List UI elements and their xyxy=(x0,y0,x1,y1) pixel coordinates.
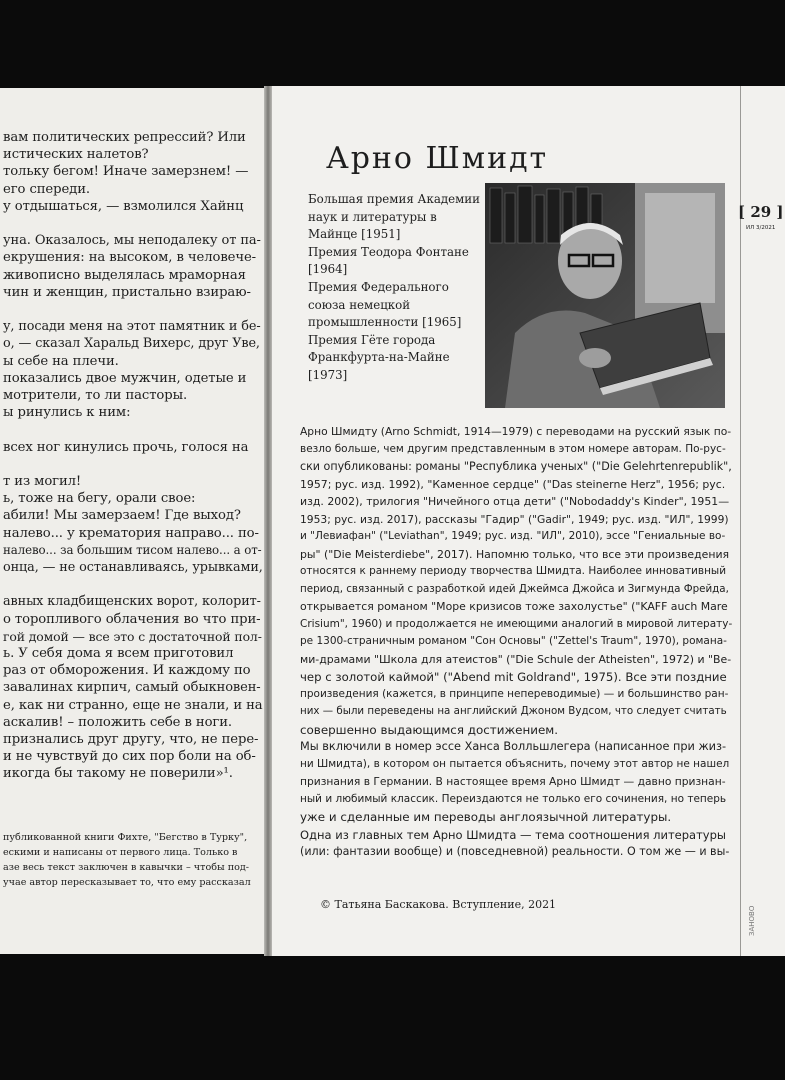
left-text-line: вам политических репрессий? Или xyxy=(3,130,246,145)
body-text-line: ски опубликованы: романы "Республика ученых" ("Die Gelehrtenrepublik", xyxy=(300,460,732,473)
left-text-line: истических налетов? xyxy=(3,147,149,163)
prize-line: наук и литературы в xyxy=(308,209,437,224)
left-text-line: онца, — не останавливаясь, урывками, xyxy=(3,560,263,575)
left-text-line: налево... у крематория направо... по- xyxy=(3,525,259,541)
prize-line: [1973] xyxy=(308,368,348,382)
body-text-line: произведения (кажется, в принципе непереводимые) — и большинство ран- xyxy=(300,687,729,700)
right-page xyxy=(272,86,785,956)
body-text-line: Мы включили в номер эссе Ханса Волльшлегера (написанное при жиз- xyxy=(300,740,727,753)
left-text-line: екрушения: на высоком, в человече- xyxy=(3,250,257,266)
body-text-line: Арно Шмидту (Arno Schmidt, 1914—1979) с переводами на русский язык по- xyxy=(300,425,732,438)
issue-label: ИЛ 3/2021 xyxy=(746,225,776,231)
left-text-line: ь, тоже на бегу, орали свое: xyxy=(3,491,196,507)
left-text-line: раз от обморожения. И каждому по xyxy=(3,663,251,679)
prize-line: союза немецкой xyxy=(308,297,411,312)
body-text-line: относятся к раннему периоду творчества Шмидта. Наиболее инновативный xyxy=(300,565,727,577)
body-text-line: Crisium", 1960) и продолжается не имеющими аналогий в мировой литерату- xyxy=(300,617,733,630)
body-text-line: открывается романом "Море кризисов тоже захолустье" ("KAFF auch Mare xyxy=(300,600,728,613)
prize-line: [1964] xyxy=(308,262,348,277)
vertical-running-mark: ЗАНОВО xyxy=(748,905,756,936)
left-text-line: икогда бы такому не поверили»¹. xyxy=(3,766,233,782)
prize-line: Майнце [1951] xyxy=(308,227,401,242)
body-text-line: ный и любимый классик. Переиздаются не только его сочинения, но теперь xyxy=(300,792,727,805)
body-text-line: ми-драмами "Школа для атеистов" ("Die Schule der Atheisten", 1972) и "Ве- xyxy=(300,652,732,666)
body-text-line: ры" ("Die Meisterdiebe", 2017). Напомню только, что все эти произведения xyxy=(300,547,730,561)
prize-line: Франкфурта-на-Майне xyxy=(308,350,450,365)
body-text-line: (или: фантазии вообще) и (повседневной) реальности. О том же — и вы- xyxy=(300,845,730,858)
prize-line: промышленности [1965] xyxy=(308,315,462,330)
left-text-line: гой домой — все это с достаточной пол- xyxy=(3,628,262,644)
left-text-line: и не чувствуй до сих пор боли на об- xyxy=(3,749,256,765)
left-text-line: авных кладбищенских ворот, колорит- xyxy=(3,594,261,610)
left-text-line: его спереди. xyxy=(3,181,90,197)
body-text-line: признания в Германии. В настоящее время Арно Шмидт — давно признан- xyxy=(300,775,726,788)
body-text-line: ни Шмидта), в котором он пытается объяснить, почему этот автор не нашел xyxy=(300,757,730,770)
page-number: [ 29 ] xyxy=(738,203,784,221)
left-text-line: о, — сказал Харальд Вихерс, друг Уве, xyxy=(3,336,260,352)
body-text-line: совершенно выдающимся достижением. xyxy=(300,722,559,737)
prize-line: Премия Теодора Фонтане xyxy=(308,244,469,259)
left-text-line: показались двое мужчин, одетые и xyxy=(3,370,247,386)
body-text-line: ре 1300-страничным романом "Сон Основы" ("Zettel's Traum", 1970), романа- xyxy=(300,635,727,647)
left-text-line: ы себе на плечи. xyxy=(3,353,119,369)
left-text-line: живописно выделялась мраморная xyxy=(3,267,246,283)
left-text-line: ь. У себя дома я всем приготовил xyxy=(3,646,234,661)
article-title: Арно Шмидт xyxy=(326,141,549,176)
left-page xyxy=(0,88,265,954)
prize-line: Премия Гёте города xyxy=(308,332,436,347)
left-text-line: о торопливого облачения во что при- xyxy=(3,611,261,627)
copyright-line: © Татьяна Баскакова. Вступление, 2021 xyxy=(320,898,557,911)
left-text-line: всех ног кинулись прочь, голося на xyxy=(3,439,249,455)
left-text-line: ы ринулись к ним: xyxy=(3,405,131,421)
left-text-line: налево... за большим тисом налево... а от- xyxy=(3,542,262,557)
body-text-line: уже и сделанные им переводы англоязычной литературы. xyxy=(300,810,672,824)
left-text-line: т из могил! xyxy=(3,474,82,489)
prize-line: Большая премия Академии xyxy=(308,192,480,206)
footnote-line: публикованной книги Фихте, "Бегство в Турку", xyxy=(3,832,248,843)
body-text-line: 1957; рус. изд. 1992), "Каменное сердце" ("Das steinerne Herz", 1956; рус. xyxy=(300,477,726,491)
left-text-line: завалинах кирпич, самый обыкновен- xyxy=(3,680,261,696)
left-text-line: у, посади меня на этот памятник и бе- xyxy=(3,319,261,335)
body-text-line: и "Левиафан" ("Leviathan", 1949; рус. изд. "ИЛ", 2010), эссе "Гениальные во- xyxy=(300,530,726,542)
left-text-line: аскалив! – положить себе в ноги. xyxy=(3,714,233,730)
body-text-line: них — были переведены на английский Джоном Вудсом, что следует считать xyxy=(300,705,727,717)
left-text-line: уна. Оказалось, мы неподалеку от па- xyxy=(3,233,261,249)
author-photo xyxy=(485,183,725,408)
left-text-line: у отдышаться, — взмолился Хайнц xyxy=(3,198,244,214)
left-text-line: абили! Мы замерзаем! Где выход? xyxy=(3,508,241,524)
body-text-line: чер с золотой каймой" ("Abend mit Goldrand", 1975). Все эти поздние xyxy=(300,670,727,684)
left-text-line: признались друг другу, что, не пере- xyxy=(3,732,259,747)
left-text-line: чин и женщин, пристально взираю- xyxy=(3,284,251,300)
left-text-line: мотрители, то ли пасторы. xyxy=(3,388,188,403)
prize-line: Премия Федерального xyxy=(308,280,449,294)
body-text-line: период, связанный с разработкой идей Джеймса Джойса и Зигмунда Фрейда, xyxy=(300,582,729,595)
body-text-line: везло больше, чем другим представленным в этом номере авторам. По-рус- xyxy=(300,442,726,455)
body-text-line: Одна из главных тем Арно Шмидта — тема соотношения литературы xyxy=(300,827,726,842)
body-text-line: изд. 2002), трилогия "Ничейного отца дети" ("Nobodaddy's Kinder", 1951— xyxy=(300,495,730,508)
footnote-line: азе весь текст заключен в кавычки – чтобы под- xyxy=(3,862,250,873)
left-text-line: е, как ни странно, еще не знали, и на xyxy=(3,697,263,713)
footnote-line: учае автор пересказывает то, что ему рассказал xyxy=(3,877,251,888)
footnote-line: ескими и написаны от первого лица. Только в xyxy=(3,847,238,858)
left-text-line: тольку бегом! Иначе замерзнем! — xyxy=(3,164,249,180)
body-text-line: 1953; рус. изд. 2017), рассказы "Гадир" ("Gadir", 1949; рус. изд. "ИЛ", 1999) xyxy=(300,512,729,526)
